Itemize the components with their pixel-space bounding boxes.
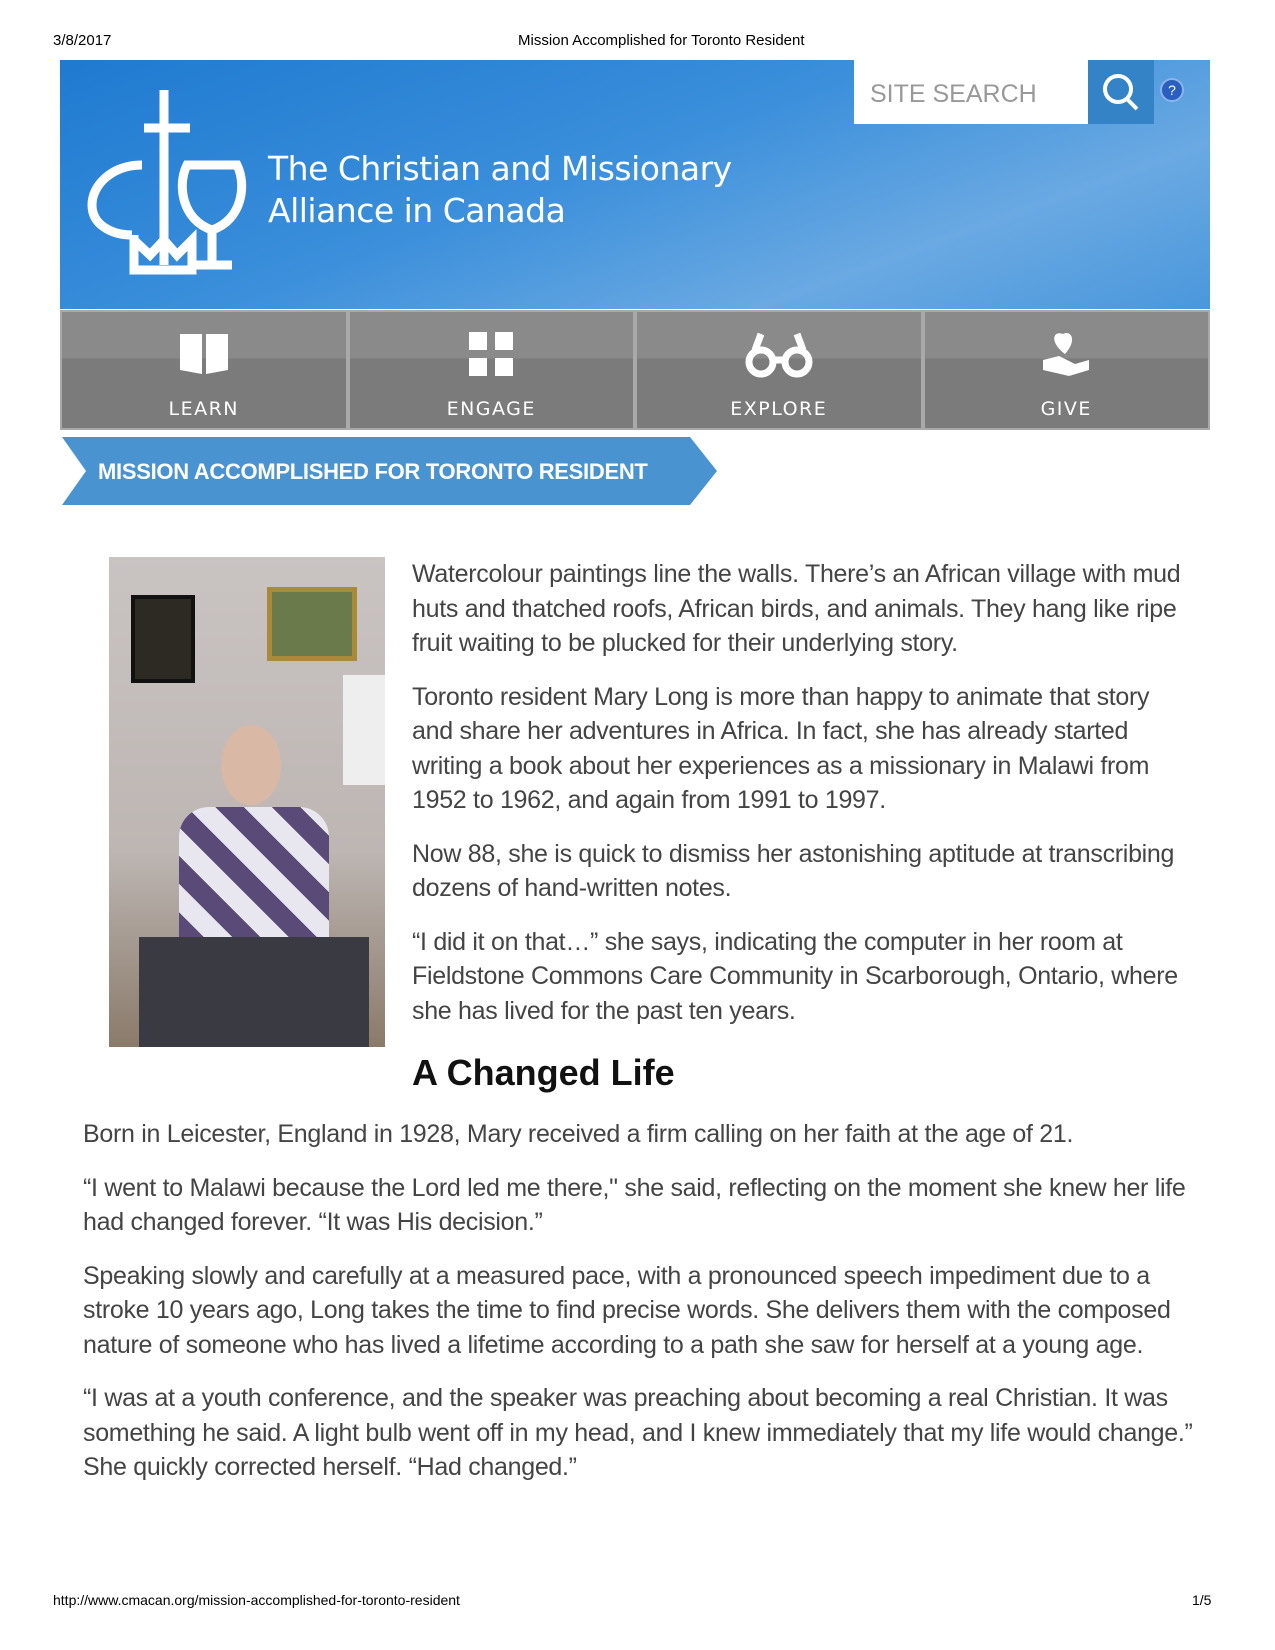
mary-long-photo	[109, 557, 385, 1047]
nav-learn[interactable]	[60, 310, 348, 430]
section-heading: A Changed Life	[412, 1052, 675, 1093]
nav-give[interactable]	[923, 310, 1211, 430]
paragraph: Now 88, she is quick to dismiss her astonishing aptitude at transcribing dozens of hand-written notes.	[412, 839, 1175, 902]
site-search-input[interactable]: SITE SEARCH	[854, 60, 1088, 124]
paragraph: “I went to Malawi because the Lord led me there," she said, reflecting on the moment she knew her life had changed forever. “It was His decision.”	[83, 1173, 1186, 1236]
paragraph: Speaking slowly and carefully at a measured pace, with a pronounced speech impediment due to a stroke 10 years ago, Long takes the time to find precise words. She delivers them with the composed nature of someone who has lived a lifetime according to a path she saw for herself at a young age.	[83, 1261, 1171, 1359]
article-intro	[412, 557, 1192, 1047]
print-title: Mission Accomplished for Toronto Resident	[518, 32, 805, 49]
cross-knot-icon	[467, 330, 515, 378]
print-url: http://www.cmacan.org/mission-accomplished-for-toronto-resident	[53, 1592, 460, 1608]
binoculars-icon	[743, 330, 815, 378]
page-title-banner	[62, 437, 717, 505]
search-icon	[1100, 71, 1142, 113]
page-number: 1/5	[1192, 1592, 1212, 1608]
book-icon	[176, 330, 232, 378]
print-date: 3/8/2017	[53, 32, 112, 49]
hand-heart-icon	[1039, 330, 1093, 378]
wheelchair	[139, 937, 369, 1047]
nav-label: ENGAGE	[446, 398, 536, 420]
paragraph: “I was at a youth conference, and the speaker was preaching about becoming a real Christian. It was something he said. A light bulb went off in my head, and I knew immediately that my life would change.” She quickly corrected herself. “Had changed.”	[83, 1384, 1193, 1481]
painting-2	[267, 587, 357, 661]
painting-1	[131, 595, 195, 683]
nav-explore[interactable]	[635, 310, 923, 430]
main-nav	[60, 310, 1210, 430]
article-body	[83, 1117, 1203, 1504]
org-name	[268, 148, 732, 232]
cma-logo[interactable]	[82, 90, 252, 275]
page-title: MISSION ACCOMPLISHED FOR TORONTO RESIDENT	[98, 459, 648, 484]
nav-label: GIVE	[1040, 398, 1092, 420]
nav-label: LEARN	[168, 398, 239, 420]
help-icon[interactable]: ?	[1160, 78, 1184, 102]
paragraph: Toronto resident Mary Long is more than happy to animate that story and share her adventures in Africa. In fact, she has already started writing a book about her experiences as a missionary in Malawi from 1952 to 1962, and again from 1991 to 1997.	[412, 682, 1150, 814]
site-header	[60, 60, 1210, 309]
nav-label: EXPLORE	[730, 398, 828, 420]
search-button[interactable]	[1088, 60, 1154, 124]
nav-engage[interactable]	[348, 310, 636, 430]
org-name-line2: Alliance in Canada	[268, 191, 566, 230]
paragraph: “I did it on that…” she says, indicating the computer in her room at Fieldstone Commons Care Community in Scarborough, Ontario, where she has lived for the past ten years.	[412, 927, 1178, 1025]
calendar	[343, 675, 385, 785]
paragraph: Watercolour paintings line the walls. There’s an African village with mud huts and thatched roofs, African birds, and animals. They hang like ripe fruit waiting to be plucked for their underlying story.	[412, 560, 1181, 657]
paragraph: Born in Leicester, England in 1928, Mary received a firm calling on her faith at the age of 21.	[83, 1120, 1074, 1148]
org-name-line1: The Christian and Missionary	[268, 149, 732, 188]
face	[221, 725, 281, 805]
